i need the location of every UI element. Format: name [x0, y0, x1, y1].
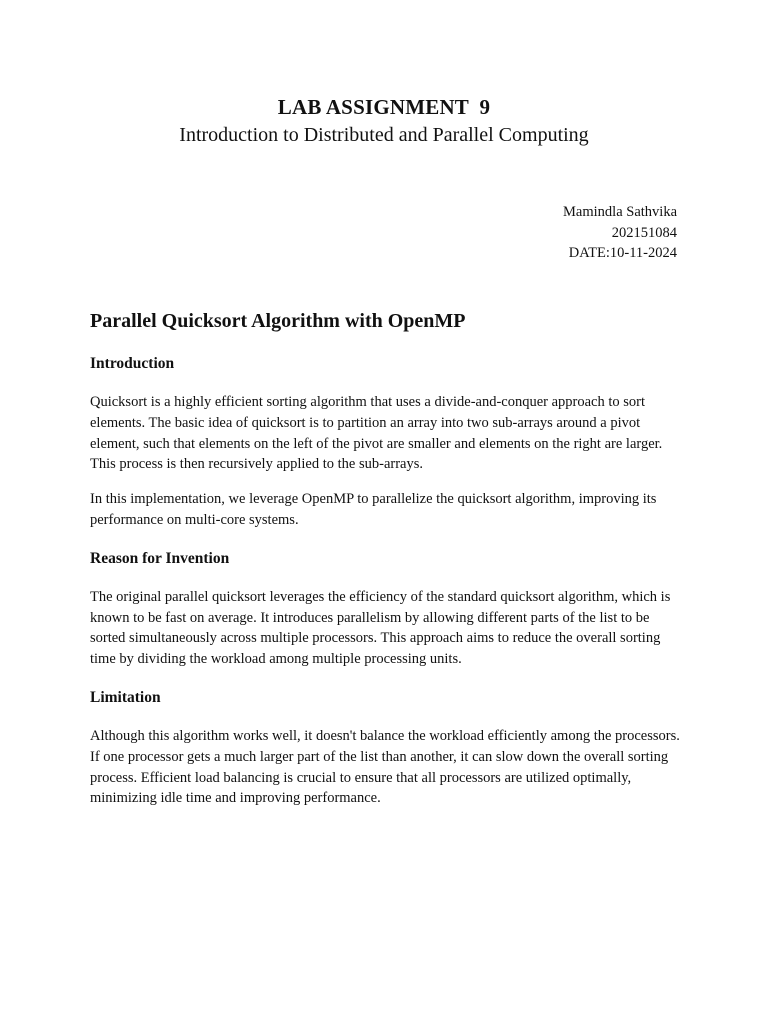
introduction-paragraph-1: Quicksort is a highly efficient sorting algorithm that uses a divide-and-conquer approach to sort elements. The basic idea of quicksort is to partition an array into two sub-arrays around a pivot element, such that elements on the left of the pivot are smaller and elements on the right are larger. This process is then recursively applied to the sub-arrays. — [90, 394, 663, 473]
limitation-paragraph-1: Although this algorithm works well, it doesn't balance the workload efficiently among the processors. If one processor gets a much larger part of the list than another, it can slow down the overall sorting process. Efficient load balancing is crucial to ensure that all processors are utilized optimally, minimizing idle time and improving performance. — [90, 727, 680, 807]
author-block — [563, 202, 677, 264]
document-body — [90, 307, 680, 809]
main-heading: Parallel Quicksort Algorithm with OpenMP — [90, 310, 466, 332]
section-heading-reason: Reason for Invention — [90, 549, 230, 567]
author-id: 202151084 — [611, 224, 677, 241]
document-title: LAB ASSIGNMENT 9 — [277, 95, 491, 119]
author-name: Mamindla Sathvika — [563, 204, 677, 220]
document-subtitle: Introduction to Distributed and Parallel Computing — [179, 124, 589, 146]
section-heading-limitation: Limitation — [90, 688, 161, 706]
section-heading-introduction: Introduction — [90, 355, 175, 372]
author-date: DATE:10-11-2024 — [568, 245, 677, 261]
reason-paragraph-1: The original parallel quicksort leverages the efficiency of the standard quicksort algorithm, which is known to be fast on average. It introduces parallelism by allowing different parts of the list to be sorted simultaneously across multiple processors. This approach aims to reduce the overall sorting time by dividing the workload among multiple processing units. — [90, 588, 671, 668]
introduction-paragraph-2: In this implementation, we leverage OpenMP to parallelize the quicksort algorithm, improving its performance on multi-core systems. — [90, 491, 657, 528]
